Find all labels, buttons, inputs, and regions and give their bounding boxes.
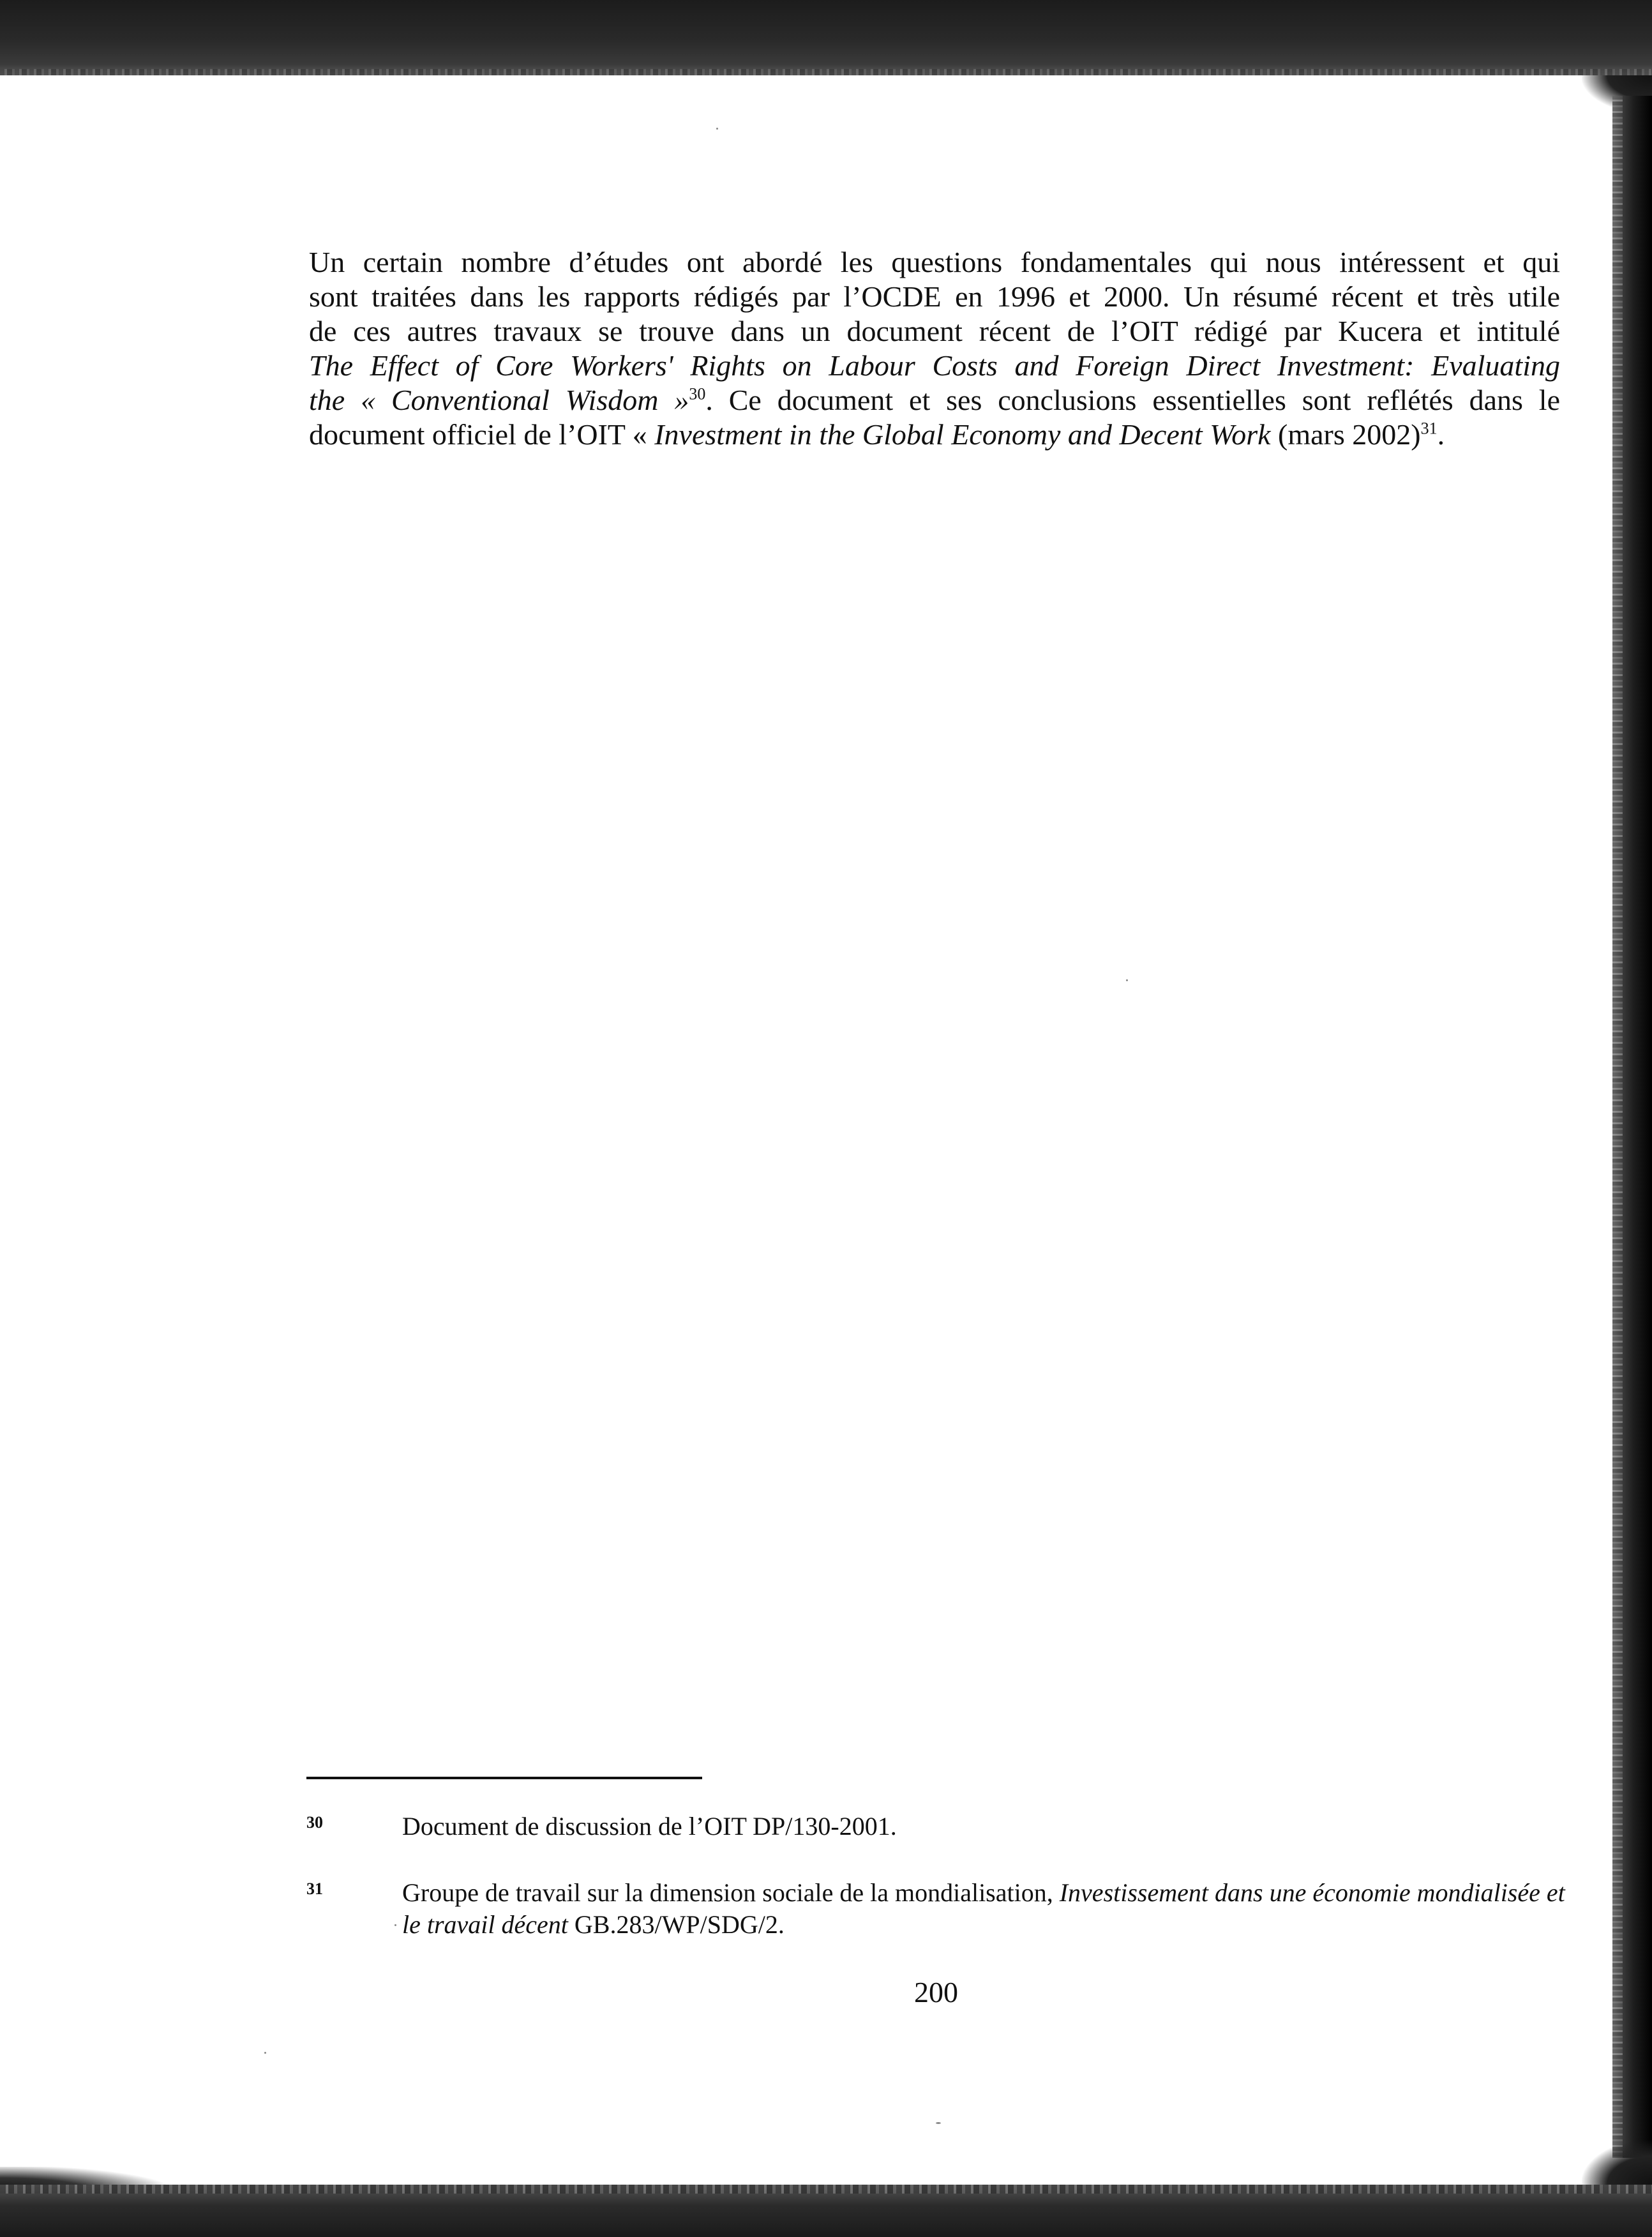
- paragraph-line: sont traitées dans les rapports rédigés par l’OCDE en 1996 et 2000. Un résumé récent et très utile: [309, 280, 1560, 313]
- paragraph-line: [309, 383, 1560, 418]
- cited-title-italic: the « Conventional Wisdom »: [309, 384, 689, 416]
- scan-speck: [936, 2122, 941, 2124]
- cited-title-italic: Investment in the Global Economy and Decent Work: [654, 418, 1271, 451]
- footnote-30: [306, 1811, 1570, 1842]
- scan-speck: [1126, 979, 1128, 981]
- footnote-text: [402, 1877, 1570, 1941]
- paragraph-line: [309, 418, 1560, 452]
- footnote-title-italic: Investissement dans une économie mondialisée et le travail décent: [402, 1878, 1565, 1939]
- paragraph-text: (mars 2002): [1270, 418, 1421, 451]
- footnote-separator: [306, 1777, 702, 1779]
- paragraph-text: document officiel de l’OIT «: [309, 418, 655, 451]
- footnote-ref-30[interactable]: 30: [689, 384, 706, 403]
- footnote-ref-31[interactable]: 31: [1420, 419, 1438, 438]
- footnote-31: [306, 1877, 1570, 1941]
- footnote-text-part: Groupe de travail sur la dimension sociale de la mondialisation,: [402, 1878, 1060, 1907]
- footnote-number: 30: [306, 1813, 323, 1832]
- cited-title-italic: The Effect of Core Workers' Rights on Labour Costs and Foreign Direct Investment: Evaluating: [309, 349, 1560, 382]
- scan-speck: [716, 128, 718, 130]
- paragraph-line: de ces autres travaux se trouve dans un document récent de l’OIT rédigé par Kucera et intitulé: [309, 315, 1560, 347]
- paragraph-line: [309, 349, 1560, 383]
- footnote-text: Document de discussion de l’OIT DP/130-2001.: [402, 1812, 897, 1841]
- footnote-number: 31: [306, 1879, 323, 1898]
- footnote-text-part: GB.283/WP/SDG/2.: [567, 1910, 785, 1939]
- scan-right-edge: [1612, 96, 1652, 2158]
- scan-bottom-edge: [0, 2185, 1652, 2237]
- scan-right-corner-bottom: [1582, 2140, 1652, 2185]
- page-number: 200: [914, 1976, 958, 2008]
- paragraph-line: Un certain nombre d’études ont abordé les questions fondamentales qui nous intéressent et qui: [309, 246, 1560, 278]
- main-paragraph: [309, 245, 1560, 452]
- paragraph-text: .: [1437, 418, 1445, 451]
- paragraph-text: . Ce document et ses conclusions essentielles sont reflétés dans le: [705, 384, 1560, 416]
- scan-speck: [264, 2052, 266, 2054]
- scan-top-edge: [0, 0, 1652, 75]
